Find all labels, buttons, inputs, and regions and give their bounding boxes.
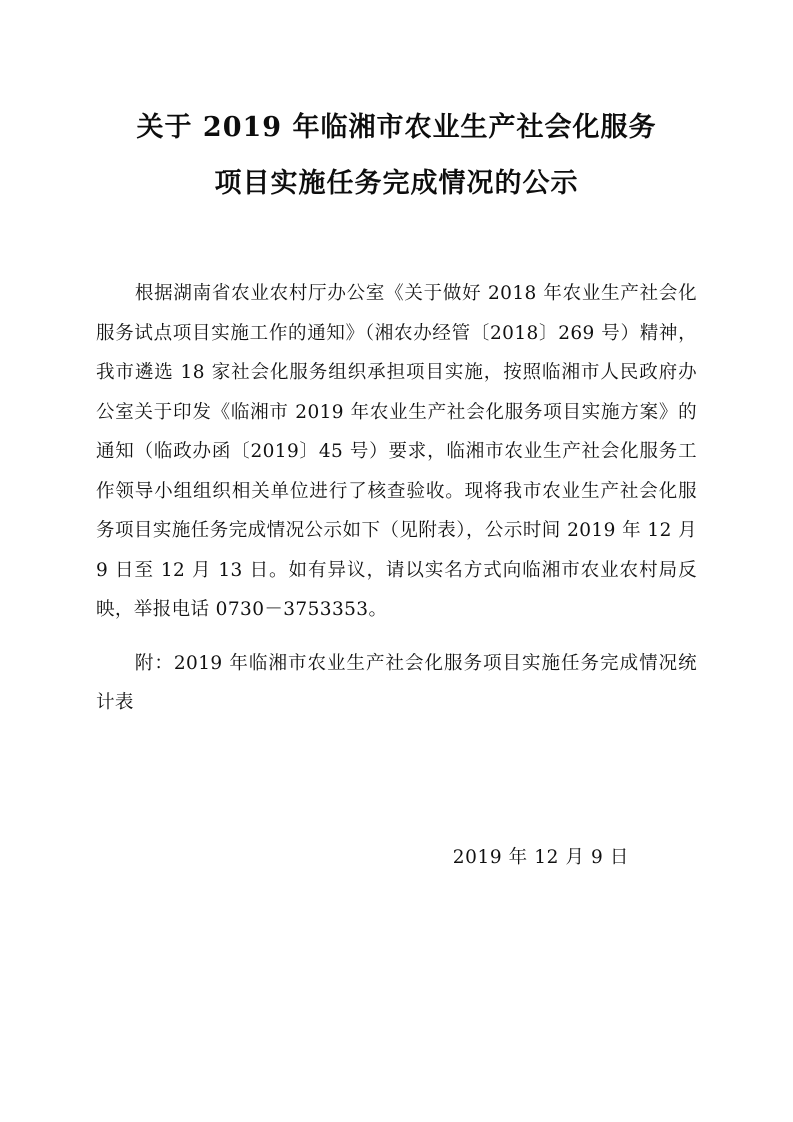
title-block (96, 100, 697, 212)
body-block (96, 274, 697, 723)
page-title-line-1: 关于 2019 年临湘市农业生产社会化服务 (136, 112, 657, 143)
page-title (96, 100, 697, 212)
document-date: 2019 年 12 月 9 日 (452, 846, 629, 868)
body-paragraph-main: 根据湖南省农业农村厅办公室《关于做好 2018 年农业生产社会化服务试点项目实施工作的通知》（湘农办经管〔2018〕269 号）精神，我市遴选 18 家社会化服务组织承担项目实施，按照临湘市人民政府办公室关于印发《临湘市 2019 年农业生产社会化服务项目实施方案》的通知（临政办函〔2019〕45 号）要求，临湘市农业生产社会化服务工作领导小组组织相关单位进行了核查验收。现将我市农业生产社会化服务项目实施任务完成情况公示如下（见附表），公示时间 2019 年 12 月 9 日至 12 月 13 日。如有异议，请以实名方式向临湘市农业农村局反映，举报电话 0730－3753353。 (96, 283, 697, 620)
page-title-line-2: 项目实施任务完成情况的公示 (214, 168, 579, 199)
body-paragraph-attachment: 附：2019 年临湘市农业生产社会化服务项目实施任务完成情况统计表 (96, 652, 697, 713)
